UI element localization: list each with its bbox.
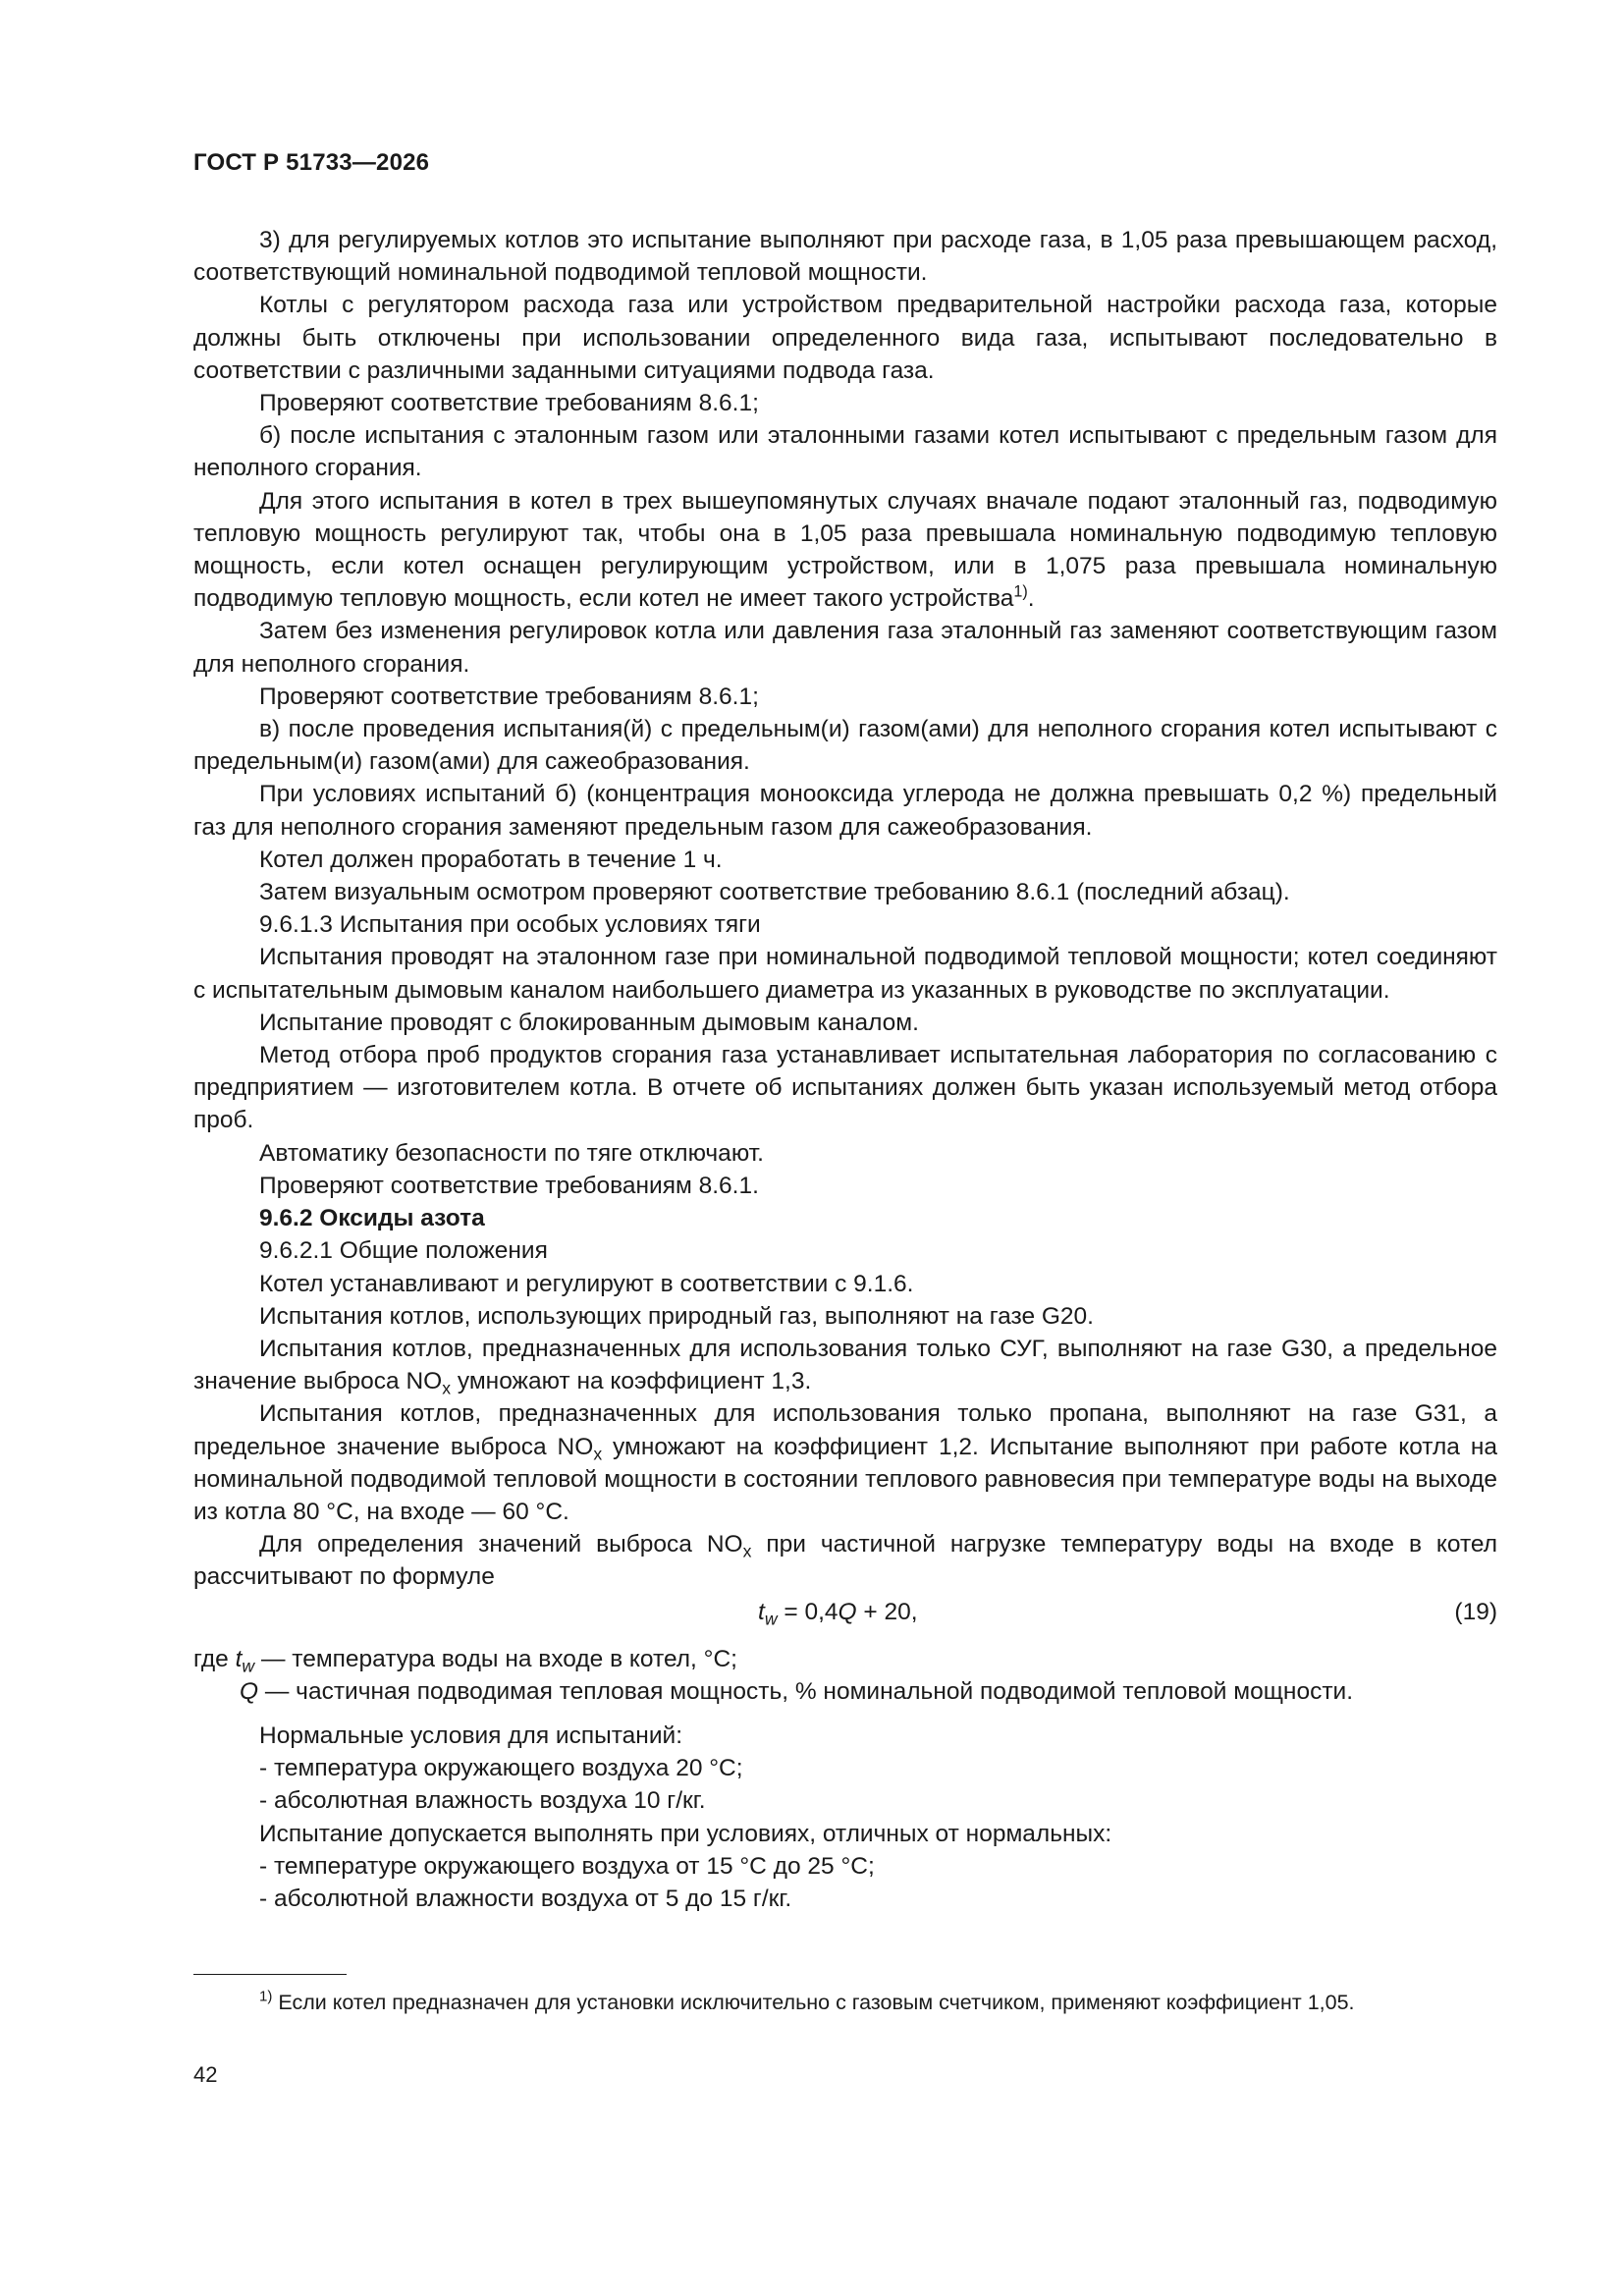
paragraph: Нормальные условия для испытаний:	[259, 1722, 682, 1749]
where-symbol: Q	[240, 1677, 259, 1705]
paragraph-text: умножают на коэффициент 1,3.	[457, 1368, 812, 1395]
formula-expression	[758, 1596, 918, 1628]
formula-part: + 20,	[856, 1598, 918, 1625]
list-item: - температура окружающего воздуха 20 °С;	[259, 1755, 743, 1782]
paragraph: Проверяют соответствие требованиям 8.6.1;	[259, 390, 759, 417]
footnote-ref: 1)	[1013, 582, 1028, 601]
paragraph: Испытания котлов, использующих природный газ, выполняют на газе G20.	[259, 1302, 1094, 1330]
paragraph-text: при частичной нагрузке температуру воды на входе в котел рассчитывают по формуле	[193, 1531, 1497, 1591]
where-subscript: w	[242, 1656, 255, 1676]
subsection-heading: 9.6.1.3 Испытания при особых условиях тяги	[259, 911, 761, 939]
formula-part: = 0,4	[777, 1598, 839, 1625]
paragraph: Метод отбора проб продуктов сгорания газа устанавливает испытательная лаборатория по согласованию с предприятием — изготовителем котла. В отчете об испытаниях должен быть указан используемый метод отбора проб.	[193, 1042, 1497, 1134]
footnote-marker: 1)	[259, 1988, 273, 2005]
page-number: 42	[193, 2062, 218, 2087]
paragraph-text: Испытания котлов, предназначенных для использования только СУГ, выполняют на газе G30, а предельное значение выброса NO	[193, 1335, 1497, 1395]
paragraph: Котел должен проработать в течение 1 ч.	[259, 846, 723, 873]
footnote	[193, 1988, 1497, 2017]
paragraph: Испытание проводят с блокированным дымовым каналом.	[259, 1009, 919, 1036]
paragraph: Испытания проводят на эталонном газе при номинальной подводимой тепловой мощности; котел соединяют с испытательным дымовым каналом наибольшего диаметра из указанных в руководстве по эксплуатации.	[193, 944, 1497, 1004]
formula-var: t	[758, 1598, 765, 1625]
paragraph: При условиях испытаний б) (концентрация монооксида углерода не должна превышать 0,2 %) предельный газ для неполного сгорания заменяют предельным газом для сажеобразования.	[193, 781, 1497, 841]
subsection-heading: 9.6.2.1 Общие положения	[259, 1237, 548, 1265]
where-row	[193, 1675, 1497, 1708]
subscript: x	[742, 1541, 752, 1561]
formula-var: Q	[838, 1598, 857, 1625]
paragraph: Проверяют соответствие требованиям 8.6.1.	[259, 1172, 759, 1199]
paragraph: Автоматику безопасности по тяге отключают.	[259, 1139, 764, 1167]
paragraph: б) после испытания с эталонным газом или эталонными газами котел испытывают с предельным газом для неполного сгорания.	[193, 422, 1497, 482]
subscript: x	[593, 1444, 603, 1464]
paragraph: 3) для регулируемых котлов это испытание выполняют при расходе газа, в 1,05 раза превышающем расход, соответствующий номинальной подводимой тепловой мощности.	[193, 227, 1497, 287]
where-row	[193, 1643, 1497, 1675]
paragraph	[193, 485, 1497, 616]
list-item: - температуре окружающего воздуха от 15 °С до 25 °С;	[259, 1852, 875, 1880]
where-description: — частичная подводимая тепловая мощность, % номинальной подводимой тепловой мощности.	[264, 1677, 1354, 1705]
list-item: - абсолютная влажность воздуха 10 г/кг.	[259, 1787, 706, 1815]
document-body	[193, 224, 1497, 1915]
paragraph: Проверяют соответствие требованиям 8.6.1;	[259, 683, 759, 710]
where-block	[193, 1643, 1497, 1708]
paragraph	[193, 1397, 1497, 1528]
paragraph: Испытание допускается выполнять при условиях, отличных от нормальных:	[259, 1820, 1112, 1847]
paragraph: Затем визуальным осмотром проверяют соответствие требованию 8.6.1 (последний абзац).	[259, 879, 1290, 906]
paragraph-text: Испытания котлов, предназначенных для использования только пропана, выполняют на газе G31, а предельное значение выброса NO	[193, 1400, 1497, 1460]
where-symbol: t	[235, 1645, 243, 1672]
paragraph: в) после проведения испытания(й) с предельным(и) газом(ами) для неполного сгорания котел испытывают с предельным(и) газом(ами) для сажеобразования.	[193, 716, 1497, 776]
paragraph: Котлы с регулятором расхода газа или устройством предварительной настройки расхода газа, которые должны быть отключены при использовании определенного вида газа, испытывают последовательно в соответствии с различными заданными ситуациями подвода газа.	[193, 292, 1497, 384]
document-header: ГОСТ Р 51733—2026	[193, 149, 430, 176]
subscript: x	[442, 1378, 452, 1398]
where-intro: где	[193, 1645, 229, 1672]
paragraph	[193, 1528, 1497, 1593]
paragraph: Котел устанавливают и регулируют в соответствии с 9.1.6.	[259, 1270, 914, 1297]
footnote-text: Если котел предназначен для установки исключительно с газовым счетчиком, применяют коэффициент 1,05.	[278, 1991, 1355, 2014]
formula	[193, 1596, 1497, 1631]
paragraph-text: Для определения значений выброса NO	[259, 1531, 743, 1558]
section-heading: 9.6.2 Оксиды азота	[259, 1205, 485, 1232]
list-item: - абсолютной влажности воздуха от 5 до 15 г/кг.	[259, 1885, 792, 1912]
formula-number: (19)	[1454, 1598, 1497, 1625]
paragraph-text: Для этого испытания в котел в трех вышеупомянутых случаях вначале подают эталонный газ, подводимую тепловую мощность регулируют так, чтобы она в 1,05 раза превышала номинальную подводимую тепловую мощность, если котел оснащен регулирующим устройством, или в 1,075 раза превышала номинальную подводимую тепловую мощность, если котел не имеет такого устройства	[193, 487, 1497, 613]
footnote-divider	[193, 1974, 347, 1975]
paragraph-end: .	[1027, 585, 1035, 613]
paragraph-text: умножают на коэффициент 1,2. Испытание выполняют при работе котла на номинальной подводимой тепловой мощности в состоянии теплового равновесия при температуре воды на выходе из котла 80 °С, на входе — 60 °С.	[193, 1433, 1497, 1525]
paragraph: Затем без изменения регулировок котла или давления газа эталонный газ заменяют соответствующим газом для неполного сгорания.	[193, 618, 1497, 678]
where-description: — температура воды на входе в котел, °С;	[260, 1645, 737, 1672]
paragraph	[193, 1333, 1497, 1397]
formula-subscript: w	[764, 1609, 778, 1629]
